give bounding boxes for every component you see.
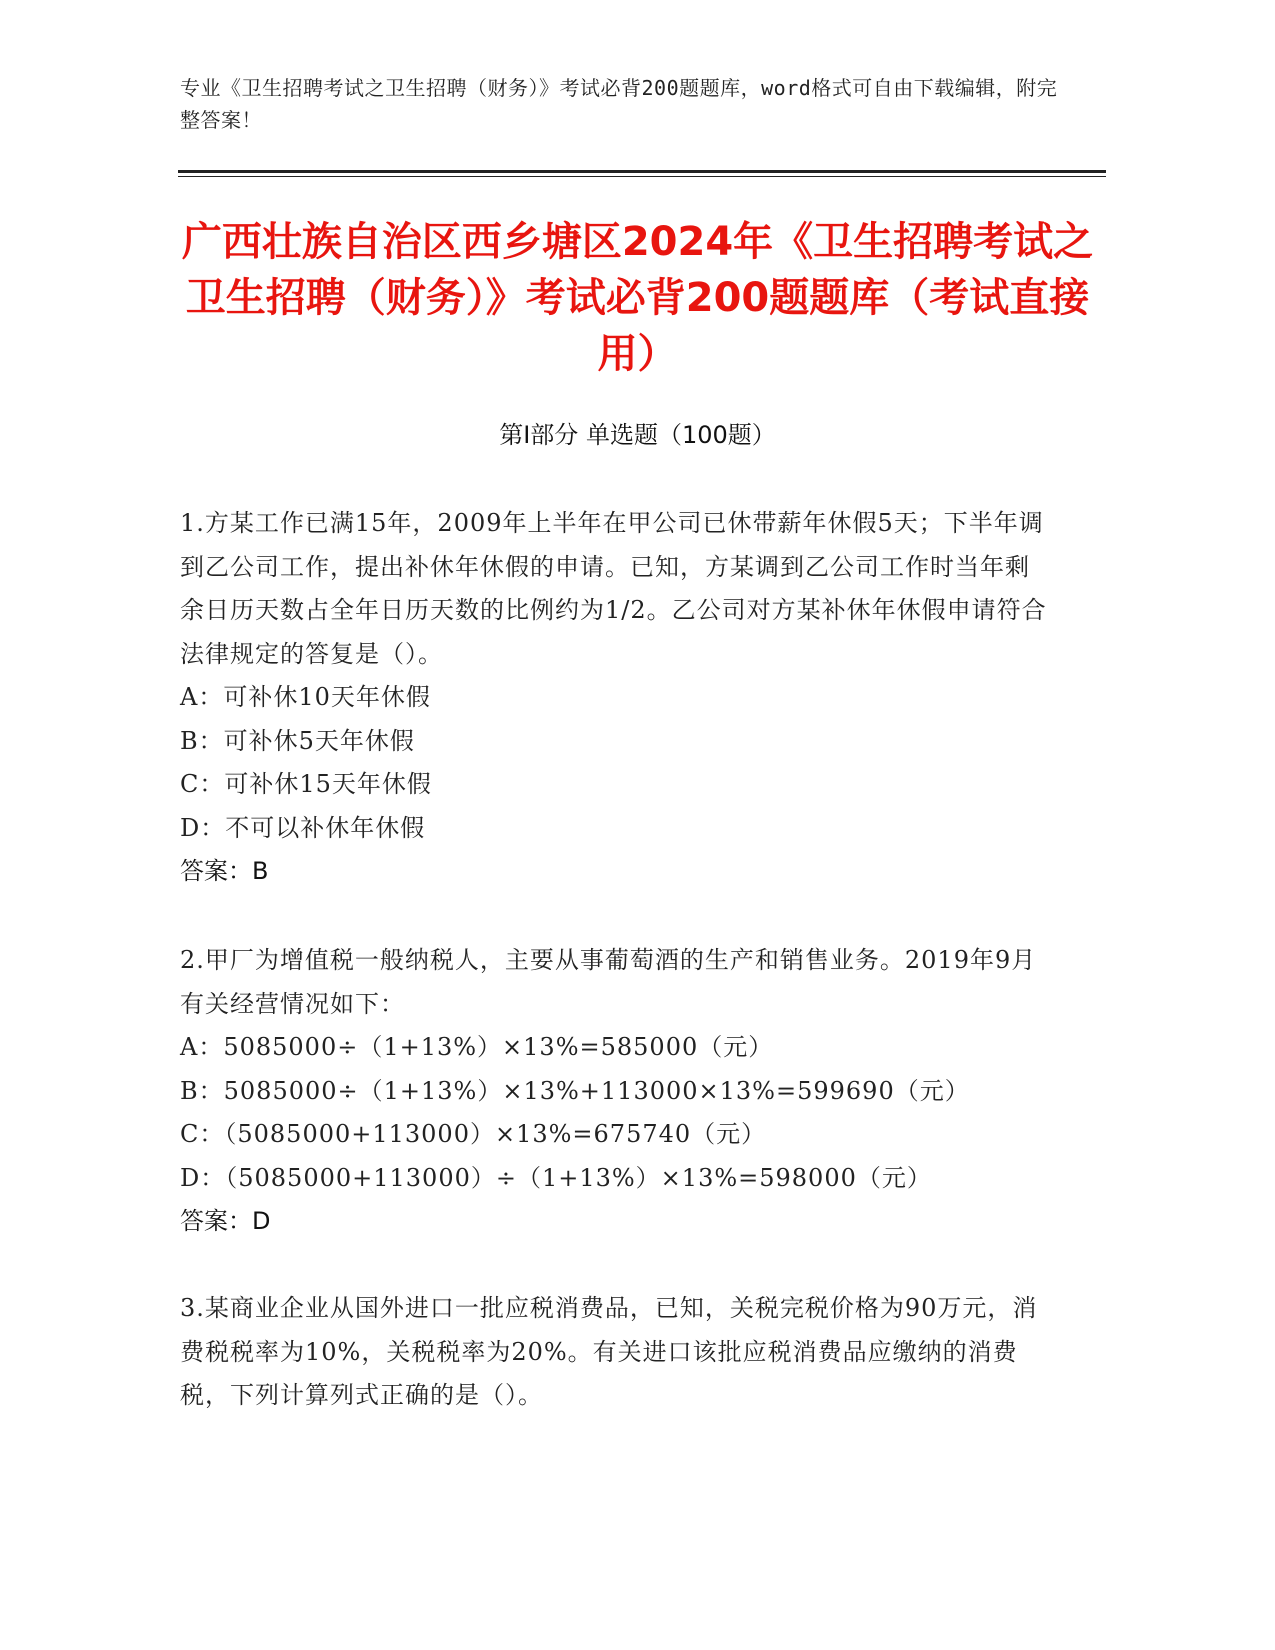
option-a: A：5085000÷（1+13%）×13%=585000（元） [180,1033,774,1061]
section-heading: 第Ⅰ部分 单选题（100题） [499,421,776,449]
option-b: B：可补休5天年休假 [180,726,415,755]
question-1 [180,502,1050,894]
header-divider [178,170,1106,173]
question-stem: 3.某商业企业从国外进口一批应税消费品，已知，关税完税价格为90万元，消费税税率为10%，关税税率为20%。有关进口该批应税消费品应缴纳的消费税，下列计算列式正确的是（）。 [180,1294,1038,1409]
question-stem: 2.甲厂为增值税一般纳税人，主要从事葡萄酒的生产和销售业务。2019年9月有关经营情况如下： [180,946,1037,1018]
option-d: D：（5085000+113000）÷（1+13%）×13%=598000（元） [180,1163,932,1192]
question-2 [180,939,1050,1244]
question-stem: 1.方某工作已满15年，2009年上半年在甲公司已休带薪年休假5天；下半年调到乙公司工作，提出补休年休假的申请。已知，方某调到乙公司工作时当年剩余日历天数占全年日历天数的比例约为1/2。乙公司对方某补休年休假申请符合法律规定的答复是（）。 [180,509,1047,668]
option-d: D：不可以补休年休假 [180,813,426,842]
answer: 答案：B [180,857,269,885]
document-title: 广西壮族自治区西乡塘区2024年《卫生招聘考试之卫生招聘（财务）》考试必背200题题库（考试直接用） [181,219,1094,377]
option-a: A：可补休10天年休假 [180,683,431,711]
answer: 答案：D [180,1207,271,1235]
option-c: C：可补休15天年休假 [180,770,432,798]
question-3 [180,1287,1050,1418]
header-divider-thin [178,176,1106,177]
option-c: C：（5085000+113000）×13%=675740（元） [180,1120,767,1148]
header-note: 专业《卫生招聘考试之卫生招聘（财务）》考试必背200题题库，word格式可自由下载编辑，附完整答案！ [180,76,1058,132]
option-b: B：5085000÷（1+13%）×13%+113000×13%=599690（元） [180,1076,970,1105]
